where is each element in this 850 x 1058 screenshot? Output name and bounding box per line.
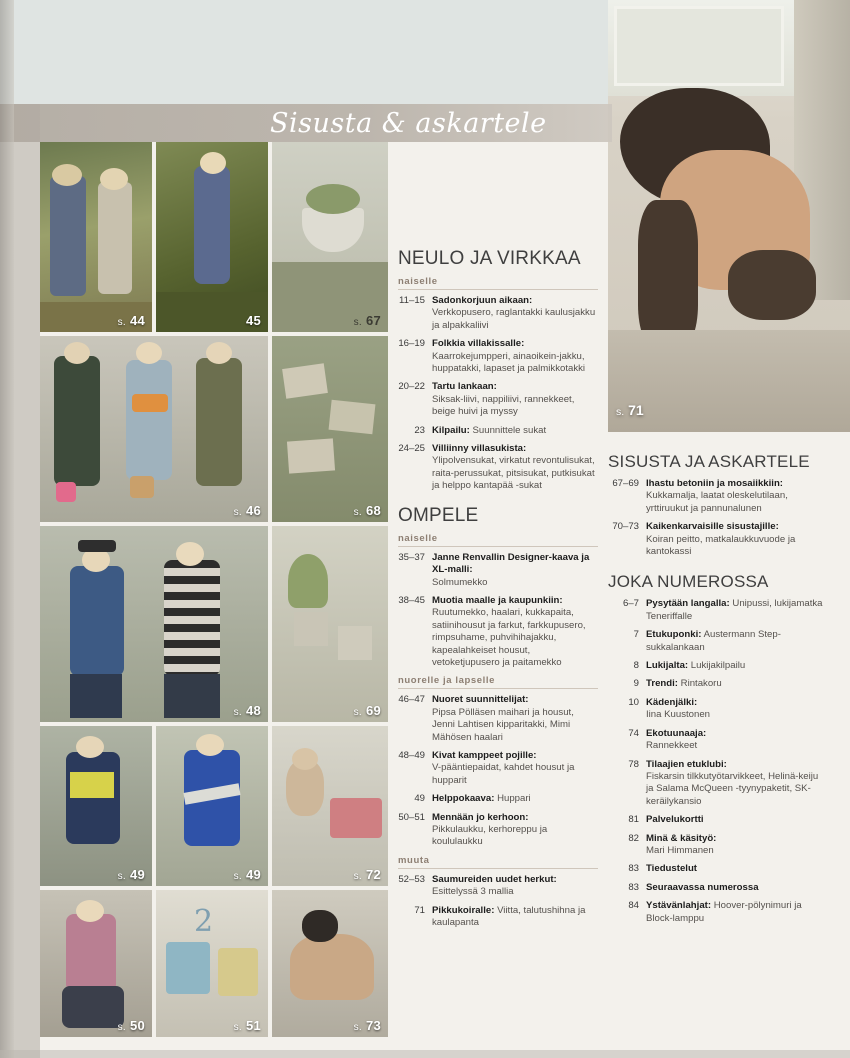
- entry-body: [432, 793, 598, 805]
- entry-desc: Koiran peitto, matkalaukkuvuode ja kantokassi: [646, 533, 796, 558]
- contents-entry[interactable]: [398, 443, 598, 493]
- photo-label-45: [246, 313, 261, 328]
- photo-label-prefix: s.: [353, 507, 363, 518]
- entry-body: [646, 598, 823, 623]
- page-bottom-edge: [0, 1050, 850, 1058]
- entry-body: [432, 443, 598, 493]
- photo-label-50: [118, 1018, 145, 1033]
- photo-label-68: [354, 503, 381, 518]
- subhead-muuta: muuta: [398, 855, 598, 869]
- entry-pages: 50–51: [398, 811, 425, 823]
- section-title-sisusta: SISUSTA JA ASKARTELE: [608, 452, 810, 471]
- contents-entry[interactable]: [608, 728, 823, 753]
- entry-body: [646, 814, 823, 826]
- photo-label-value: 68: [365, 503, 381, 518]
- entry-pages: 83: [628, 863, 639, 875]
- entry-pages: 38–45: [398, 594, 425, 606]
- entry-body: [432, 874, 598, 899]
- entry-desc: Iina Kuustonen: [646, 709, 711, 721]
- photo-woman-dress: [156, 142, 268, 332]
- entry-desc: Verkkopusero, raglantakki kaulusjakku ja alpakkaliivi: [432, 307, 596, 331]
- photo-label-value: 44: [129, 313, 145, 328]
- contents-entry[interactable]: [608, 598, 823, 623]
- photo-label-value: 71: [628, 402, 644, 418]
- entry-title: Ihastu betoniin ja mosaiikkiin:: [646, 478, 784, 489]
- contents-entry[interactable]: [608, 900, 823, 925]
- photo-label-69: [354, 703, 381, 718]
- contents-entry[interactable]: [398, 338, 598, 375]
- photo-label-value: 46: [245, 503, 261, 518]
- section-title-ompele: OMPELE: [398, 504, 479, 526]
- photo-boys-hoodies: [40, 726, 152, 886]
- photo-label-value: 51: [245, 1018, 261, 1033]
- contents-entry[interactable]: [398, 425, 598, 437]
- photo-label-value: 67: [365, 313, 381, 328]
- photo-label-value: 69: [365, 703, 381, 718]
- entry-pages: 49: [414, 793, 425, 805]
- photo-label-prefix: s.: [233, 1022, 243, 1033]
- photo-label-prefix: s.: [353, 1022, 363, 1033]
- entry-desc: Mari Himmanen: [646, 844, 714, 856]
- photo-label-value: 73: [365, 1018, 381, 1033]
- photo-three-women-jackets: [40, 336, 268, 522]
- photo-label-value: 45: [245, 313, 261, 328]
- entry-body: [432, 552, 598, 589]
- entry-desc: Esittelyssä 3 mallia: [432, 886, 514, 898]
- entry-title: Helppokaava:: [432, 793, 495, 805]
- entry-title: Saumureiden uudet herkut:: [432, 873, 557, 885]
- entry-body: [646, 697, 823, 722]
- photo-women-outdoors: [40, 142, 152, 332]
- section-title-neulo: NEULO JA VIRKKAA: [398, 248, 581, 269]
- entry-pages: 81: [628, 814, 639, 826]
- photo-two-children-striped: [40, 526, 268, 722]
- contents-entry[interactable]: [608, 521, 823, 558]
- entry-body: [432, 812, 598, 849]
- photo-grid: [40, 142, 388, 1037]
- contents-entry[interactable]: [398, 905, 598, 930]
- photo-label-prefix: s.: [353, 707, 363, 718]
- entry-body: [646, 728, 823, 753]
- entry-title: Muotia maalle ja kaupunkiin:: [432, 594, 563, 606]
- entry-pages: 20–22: [398, 381, 425, 393]
- entry-body: [432, 905, 598, 930]
- photo-label-prefix: s.: [233, 707, 243, 718]
- contents-entry[interactable]: [398, 750, 598, 787]
- entry-desc: Austermann Step-sukkalankaan: [646, 629, 781, 653]
- entry-desc: Kaarrokejumpperi, ainaoikein-jakku, huppatakki, lapaset ja palmikkotakki: [432, 350, 586, 375]
- entry-title: Villiinny villasukista:: [432, 443, 527, 455]
- photo-label-prefix: s.: [233, 507, 243, 518]
- entry-pages: 24–25: [398, 443, 425, 455]
- entry-title: Sadonkorjuun aikaan:: [432, 295, 533, 306]
- entry-title: Ystävänlahjat:: [646, 900, 712, 912]
- entry-title: Palvelukortti: [646, 814, 704, 826]
- entry-pages: 84: [628, 900, 639, 912]
- photo-label-46: [234, 503, 261, 518]
- entry-title: Tiedustelut: [646, 863, 697, 875]
- entry-desc: Ruutumekko, haalari, kukkapaita, satiinihousut ja farkut, farkkupusero, rimpsuhame, puhvihihajakku, kapealahkeiset housut, vetoketjupusero ja paitamekko: [432, 607, 586, 668]
- entry-body: [432, 381, 598, 418]
- entry-pages: 74: [628, 727, 639, 739]
- photo-planter-pot: [272, 142, 388, 332]
- photo-label-67: [354, 313, 381, 328]
- entry-body: [646, 660, 823, 672]
- photo-label-value: 49: [245, 867, 261, 882]
- entry-pages: 16–19: [398, 338, 425, 350]
- photo-concrete-pots-plants: [272, 526, 388, 722]
- entry-pages: 70–73: [612, 521, 639, 533]
- entry-desc: Unipussi, lukijamatka Teneriffalle: [646, 598, 823, 622]
- contents-entry[interactable]: [608, 833, 823, 858]
- entry-body: [432, 338, 598, 375]
- photo-label-71: [616, 402, 644, 418]
- entry-desc: Solmumekko: [432, 576, 488, 588]
- page-top-edge: [0, 0, 608, 104]
- entry-body: [646, 629, 823, 654]
- entry-pages: 78: [628, 758, 639, 770]
- photo-dog-coat: [608, 0, 850, 432]
- subhead-naiselle-neulo: naiselle: [398, 276, 598, 290]
- entry-pages: 82: [628, 832, 639, 844]
- contents-entry[interactable]: [398, 295, 598, 332]
- entry-desc: Kukkamalja, laatat oleskelutilaan, yrttiruukut ja pannunalunen: [646, 490, 788, 514]
- photo-label-prefix: s.: [117, 871, 127, 882]
- entry-body: [646, 521, 823, 558]
- contents-column-left: [398, 248, 598, 935]
- photo-label-prefix: s.: [616, 406, 625, 418]
- entry-desc: Ylipolvensukat, virkatut revontulisukat, raita-perussukat, pitsisukat, putkisukat ja helppo kantapää -sukat: [432, 455, 595, 492]
- contents-entry[interactable]: [608, 814, 823, 826]
- entry-body: [432, 694, 598, 744]
- entry-pages: 52–53: [398, 873, 425, 885]
- entry-desc: Siksak-liivi, nappiliivi, rannekkeet, beige huivi ja myssy: [432, 393, 575, 418]
- photo-boy-blue-hoodie: [156, 726, 268, 886]
- contents-entry[interactable]: [608, 478, 823, 515]
- entry-pages: 8: [633, 660, 639, 672]
- contents-entry[interactable]: [608, 759, 823, 809]
- entry-desc: Pipsa Pölläsen maihari ja housut, Jenni Lahtisen kipparitakki, Mimi Mähösen haalari: [432, 706, 574, 743]
- entry-desc: Lukijakilpailu: [690, 660, 746, 672]
- entry-body: [646, 678, 823, 690]
- entry-title: Etukuponki:: [646, 629, 702, 641]
- entry-pages: 46–47: [398, 694, 425, 706]
- entry-pages: 23: [414, 424, 425, 436]
- contents-entry[interactable]: [398, 381, 598, 418]
- entry-desc: Hoover-pölynimuri ja Block-lamppu: [646, 900, 802, 924]
- photo-label-44: [118, 313, 145, 328]
- entry-desc: Suunnittele sukat: [472, 424, 547, 436]
- entry-body: [432, 750, 598, 787]
- subhead-naiselle-ompele: naiselle: [398, 533, 598, 547]
- contents-entry[interactable]: [398, 595, 598, 669]
- contents-entry[interactable]: [398, 552, 598, 589]
- photo-label-value: 48: [245, 703, 261, 718]
- contents-entry[interactable]: [398, 793, 598, 805]
- entry-body: [646, 882, 823, 894]
- entry-body: [646, 900, 823, 925]
- entry-title: Pysytään langalla:: [646, 598, 730, 610]
- contents-column-right: [608, 452, 823, 931]
- entry-title: Ekotuunaaja:: [646, 727, 707, 739]
- entry-title: Kivat kamppeet pojille:: [432, 749, 537, 761]
- entry-body: [646, 759, 823, 809]
- entry-pages: 35–37: [398, 551, 425, 563]
- entry-title: Nuoret suunnittelijat:: [432, 694, 529, 706]
- photo-label-value: 49: [129, 867, 145, 882]
- entry-title: Seuraavassa numerossa: [646, 881, 759, 893]
- section-title-joka-numerossa: JOKA NUMEROSSA: [608, 572, 769, 592]
- photo-childrens-bags: 2 s. 51: [156, 890, 268, 1037]
- entry-title: Kilpailu:: [432, 424, 470, 436]
- contents-entry[interactable]: [608, 660, 823, 672]
- contents-entry[interactable]: [608, 678, 823, 690]
- entry-body: [432, 595, 598, 669]
- entry-pages: 10: [628, 696, 639, 708]
- contents-entry[interactable]: [398, 812, 598, 849]
- entry-desc: Huppari: [497, 793, 531, 805]
- subhead-nuorelle-ja-lapselle: nuorelle ja lapselle: [398, 675, 598, 689]
- entry-body: [432, 425, 598, 437]
- contents-entry[interactable]: [608, 629, 823, 654]
- entry-title: Minä & käsityö:: [646, 832, 717, 844]
- photo-label-prefix: s.: [117, 317, 127, 328]
- contents-entry[interactable]: [608, 863, 823, 875]
- entry-pages: 7: [633, 629, 639, 641]
- photo-label-49b: [234, 867, 261, 882]
- entry-desc: Rannekkeet: [646, 740, 698, 752]
- entry-title: Mennään jo kerhoon:: [432, 811, 529, 823]
- entry-desc: Pikkulaukku, kerhoreppu ja koululaukku: [432, 824, 548, 848]
- entry-title: Folkkia villakissalle:: [432, 338, 525, 350]
- entry-body: [432, 295, 598, 332]
- entry-title: Tartu lankaan:: [432, 381, 497, 393]
- photo-label-prefix: s.: [233, 871, 243, 882]
- entry-pages: 71: [414, 904, 425, 916]
- entry-pages: 48–49: [398, 749, 425, 761]
- photo-label-value: 72: [365, 867, 381, 882]
- photo-label-49a: [118, 867, 145, 882]
- photo-stone-path-mosaic: [272, 336, 388, 522]
- entry-title: Pikkukoiralle:: [432, 904, 495, 916]
- entry-pages: 9: [633, 678, 639, 690]
- photo-label-value: 50: [129, 1018, 145, 1033]
- entry-title: Kaikenkarvaisille sisustajille:: [646, 521, 779, 533]
- photo-toddler-backpack: [40, 890, 152, 1037]
- entry-title: Tilaajien etuklubi:: [646, 758, 727, 770]
- entry-body: [646, 478, 823, 515]
- photo-label-51: [234, 1018, 261, 1033]
- entry-pages: 83: [628, 881, 639, 893]
- entry-body: [646, 833, 823, 858]
- entry-pages: 6–7: [622, 598, 639, 610]
- entry-body: [646, 863, 823, 875]
- photo-dog-in-sling: [272, 890, 388, 1037]
- entry-desc: Fiskarsin tilkkutyötarvikkeet, Helinä-keiju ja Salama McQueen -tyynypaketit, SK-keräilykansio: [646, 770, 819, 807]
- entry-title: Trendi:: [646, 678, 678, 690]
- entry-title: Kädenjälki:: [646, 696, 698, 708]
- page-spine: [0, 0, 14, 1058]
- contents-entry[interactable]: [608, 697, 823, 722]
- photo-label-prefix: s.: [353, 871, 363, 882]
- entry-pages: 67–69: [612, 478, 639, 489]
- entry-pages: 11–15: [399, 295, 425, 306]
- contents-entry[interactable]: [398, 694, 598, 744]
- photo-label-72: [354, 867, 381, 882]
- entry-title: Lukijalta:: [646, 660, 689, 672]
- photo-label-48: [234, 703, 261, 718]
- photo-label-73: [354, 1018, 381, 1033]
- photo-label-prefix: s.: [353, 317, 363, 328]
- entry-title: Janne Renvallin Designer-kaava ja XL-malli:: [432, 551, 590, 576]
- entry-desc: V-pääntiepaidat, kahdet housut ja hupparit: [432, 762, 575, 786]
- photo-chihuahua-in-bag: [272, 726, 388, 886]
- photo-label-prefix: s.: [117, 1022, 127, 1033]
- entry-desc: Rintakoru: [680, 678, 722, 690]
- banner-title: Sisusta & askartele: [270, 108, 547, 139]
- entry-desc: Viitta, talutushihna ja kaulapanta: [432, 904, 586, 929]
- contents-entry[interactable]: [398, 874, 598, 899]
- contents-entry[interactable]: [608, 882, 823, 894]
